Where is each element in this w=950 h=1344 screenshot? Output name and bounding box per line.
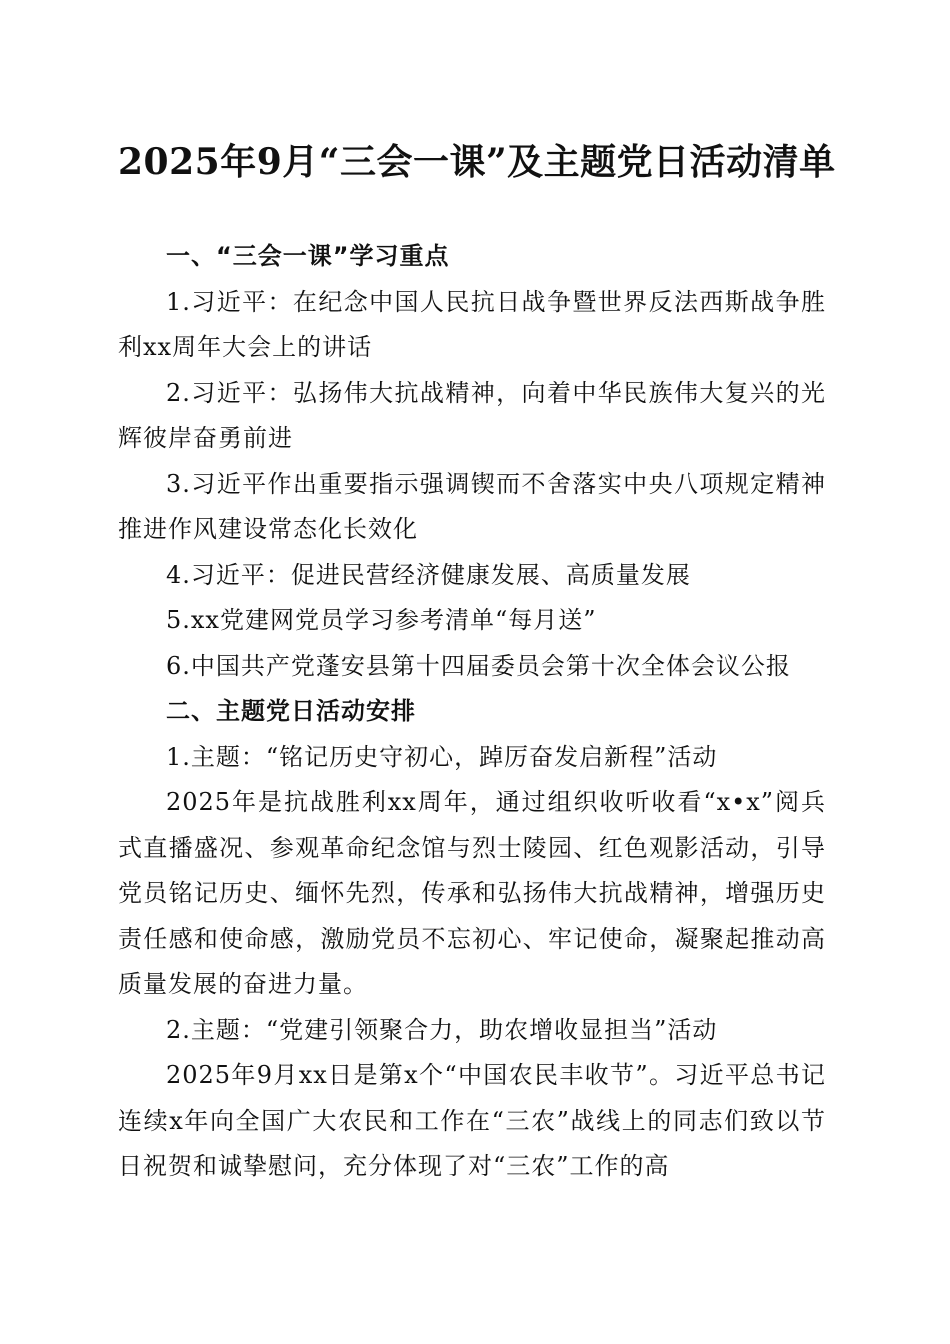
list-item: 6.中国共产党蓬安县第十四届委员会第十次全体会议公报 xyxy=(166,651,791,680)
activity-body: 2025年是抗战胜利xx周年，通过组织收听收看“x•x”阅兵式直播盛况、参观革命纪念馆与烈士陵园、红色观影活动，引导党员铭记历史、缅怀先烈，传承和弘扬伟大抗战精神，增强历史责任感和使命感，激励党员不忘初心、牢记使命，凝聚起推动高质量发展的奋进力量。 xyxy=(118,788,826,998)
list-item: 4.习近平：促进民营经济健康发展、高质量发展 xyxy=(166,560,691,589)
document-title: 2025年9月“三会一课”及主题党日活动清单 xyxy=(118,141,836,183)
section-heading-party-day: 二、主题党日活动安排 xyxy=(166,697,416,725)
activity-body: 2025年9月xx日是第x个“中国农民丰收节”。习近平总书记连续x年向全国广大农民和工作在“三农”战线上的同志们致以节日祝贺和诚挚慰问，充分体现了对“三农”工作的高 xyxy=(118,1061,826,1180)
list-item: 3.习近平作出重要指示强调锲而不舍落实中央八项规定精神推进作风建设常态化长效化 xyxy=(118,469,826,543)
section-heading-study-focus: 一、“三会一课”学习重点 xyxy=(166,242,450,270)
list-item: 2.习近平：弘扬伟大抗战精神，向着中华民族伟大复兴的光辉彼岸奋勇前进 xyxy=(118,378,826,452)
document-page xyxy=(118,0,836,1344)
activity-title: 2.主题：“党建引领聚合力，助农增收显担当”活动 xyxy=(166,1015,718,1044)
list-item: 1.习近平：在纪念中国人民抗日战争暨世界反法西斯战争胜利xx周年大会上的讲话 xyxy=(118,287,826,361)
document-body xyxy=(118,234,826,1190)
list-item: 5.xx党建网党员学习参考清单“每月送” xyxy=(166,606,597,634)
activity-title: 1.主题：“铭记历史守初心，踔厉奋发启新程”活动 xyxy=(166,742,718,771)
